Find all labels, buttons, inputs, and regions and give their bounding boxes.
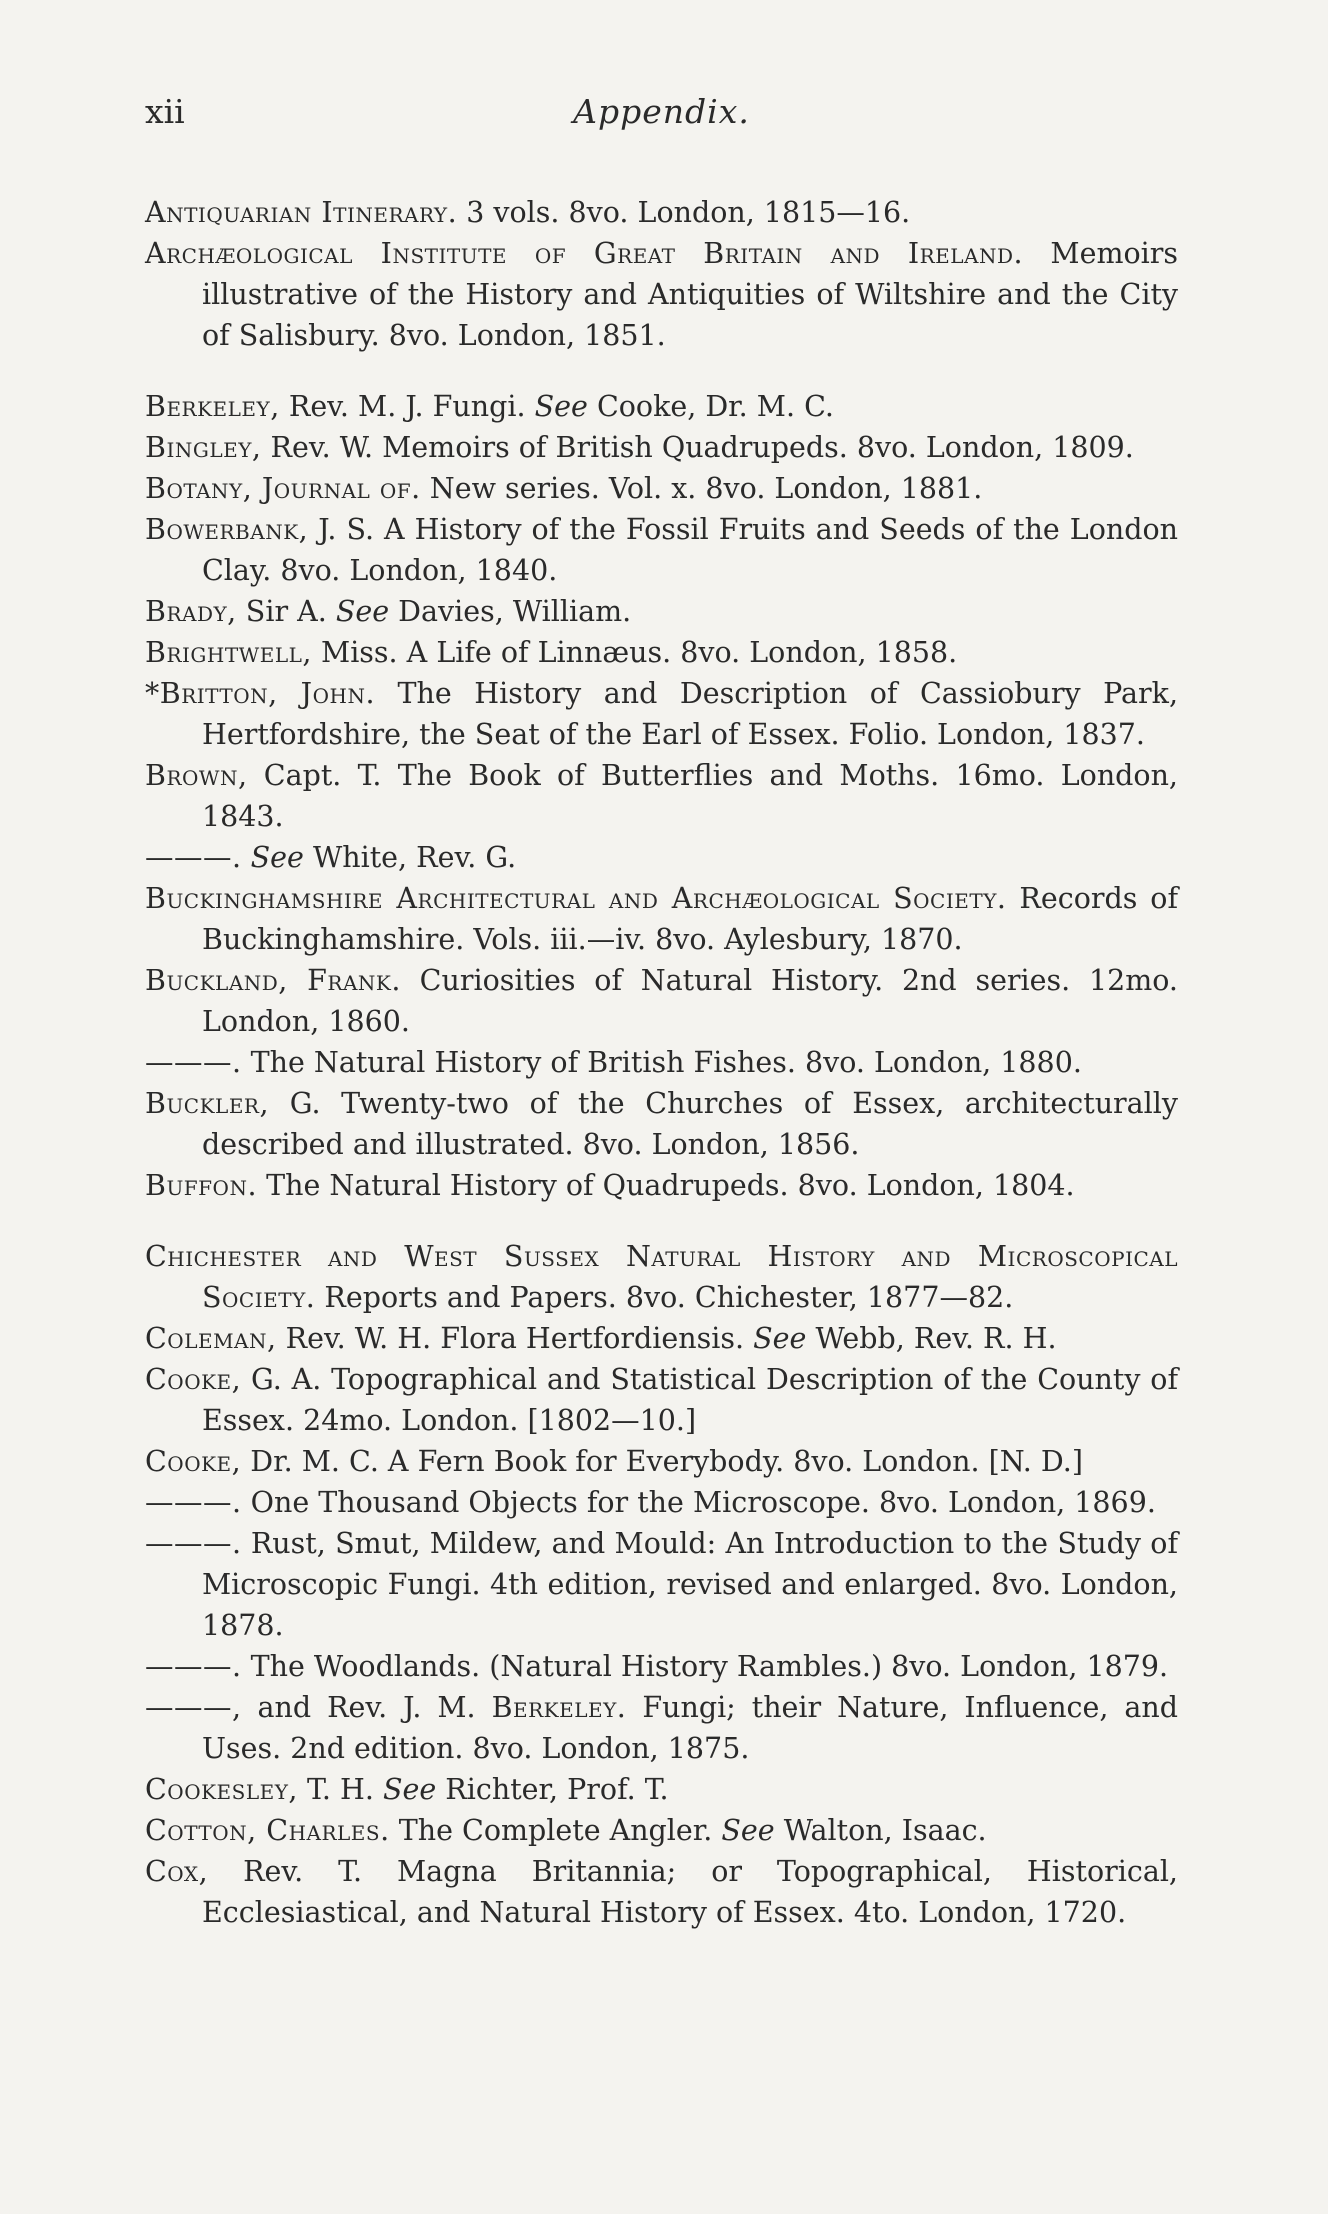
entry-text: Rust, Smut, Mildew, and Mould: An Introduction to the Study of Microscopic Fungi. 4th edition, revised and enlarged. 8vo. London, 1878. <box>202 1527 1178 1642</box>
entry-text-continued: Fungi; their Nature, Influence, and Uses. 2nd edition. 8vo. London, 1875. <box>202 1691 1178 1765</box>
entry-text: G. Twenty-two of the Churches of Essex, architecturally described and illustrated. 8vo. London, 1856. <box>202 1087 1178 1161</box>
entry-author: Chichester and West Sussex Natural History and Microscopical Society. <box>145 1240 1178 1314</box>
entry-text: Miss. A Life of Linnæus. 8vo. London, 1858. <box>311 636 958 669</box>
bibliography-entry <box>145 673 1178 755</box>
bibliography-entry <box>145 192 1178 233</box>
entry-text: Rev. M. J. Fungi. <box>279 390 535 423</box>
entry-author: ———, <box>145 1691 242 1724</box>
bibliography-entry <box>145 1236 1178 1318</box>
entry-text: The Woodlands. (Natural History Rambles.) 8vo. London, 1879. <box>241 1650 1169 1683</box>
bibliography-entry <box>145 1687 1178 1769</box>
entry-author: Brightwell, <box>145 636 312 669</box>
bibliography-entry <box>145 1441 1178 1482</box>
bibliography-entry <box>145 1318 1178 1359</box>
entry-author: Bowerbank, <box>145 513 309 546</box>
bibliography-entry <box>145 233 1178 356</box>
entry-text: Rev. W. Memoirs of British Quadrupeds. 8vo. London, 1809. <box>261 431 1134 464</box>
entry-text: One Thousand Objects for the Microscope. 8vo. London, 1869. <box>241 1486 1156 1519</box>
entry-text-continued: Cooke, Dr. M. C. <box>587 390 834 423</box>
entry-text-continued: Davies, William. <box>389 595 632 628</box>
entry-text: J. S. A History of the Fossil Fruits and Seeds of the London Clay. 8vo. London, 1840. <box>202 513 1178 587</box>
bibliography-entry <box>145 1083 1178 1165</box>
entry-author: Coleman, <box>145 1322 277 1355</box>
bibliography-entry <box>145 755 1178 837</box>
entry-coauthor: Berkeley. <box>491 1691 627 1724</box>
entry-author: ———. <box>145 1486 242 1519</box>
section-gap <box>145 356 1178 386</box>
entry-text <box>242 841 251 874</box>
entry-text-continued: Walton, Isaac. <box>774 1814 987 1847</box>
bibliography-entry <box>145 427 1178 468</box>
entry-see: See <box>721 1814 775 1847</box>
bibliography-entry <box>145 960 1178 1042</box>
entry-author: Buckinghamshire Architectural and Archæological Society. <box>145 882 1007 915</box>
page-number: xii <box>145 92 185 131</box>
entry-text: G. A. Topographical and Statistical Description of the County of Essex. 24mo. London. [1802—10.] <box>202 1363 1178 1437</box>
running-title: Appendix. <box>573 92 750 131</box>
entry-author: Bingley, <box>145 431 262 464</box>
entry-text: Dr. M. C. A Fern Book for Everybody. 8vo. London. [N. D.] <box>241 1445 1083 1478</box>
bibliography-entry <box>145 837 1178 878</box>
entry-text: The Complete Angler. <box>389 1814 722 1847</box>
entry-author: Brady, <box>145 595 237 628</box>
entry-text-continued: Webb, Rev. R. H. <box>806 1322 1057 1355</box>
entry-text: Rev. W. H. Flora Hertfordiensis. <box>276 1322 754 1355</box>
entry-text: New series. Vol. x. 8vo. London, 1881. <box>420 472 983 505</box>
bibliography-entry <box>145 1165 1178 1206</box>
entry-author: Cox, <box>145 1855 209 1888</box>
entry-author: Brown, <box>145 759 248 792</box>
bibliography-entry <box>145 1523 1178 1646</box>
entry-see: See <box>335 595 390 628</box>
entry-author: *Britton, John. <box>145 677 376 710</box>
entry-author: ———. <box>145 1046 242 1079</box>
bibliography-entry <box>145 591 1178 632</box>
entry-text: and Rev. J. M. <box>241 1691 492 1724</box>
entry-author: ———. <box>145 1527 242 1560</box>
bibliography-entry <box>145 1810 1178 1851</box>
entry-see: See <box>250 841 304 874</box>
bibliography-entry <box>145 1769 1178 1810</box>
bibliography-entry <box>145 468 1178 509</box>
bibliography-entry <box>145 632 1178 673</box>
entry-author: Cooke, <box>145 1363 242 1396</box>
entry-author: Botany, Journal of. <box>145 472 421 505</box>
bibliography-entry <box>145 386 1178 427</box>
section-gap <box>145 1206 1178 1236</box>
entry-text: The History and Description of Cassiobury Park, Hertfordshire, the Seat of the Earl of Essex. Folio. London, 1837. <box>202 677 1178 751</box>
entry-author: Buffon. <box>145 1169 258 1202</box>
entry-author: ———. <box>145 1650 242 1683</box>
entry-see: See <box>534 390 588 423</box>
entry-author: ———. <box>145 841 242 874</box>
entry-text: Curiosities of Natural History. 2nd series. 12mo. London, 1860. <box>202 964 1178 1038</box>
entry-text: Sir A. <box>236 595 336 628</box>
entry-text-continued: White, Rev. G. <box>303 841 517 874</box>
entry-text: Reports and Papers. 8vo. Chichester, 1877—82. <box>315 1281 1014 1314</box>
bibliography-entry <box>145 1359 1178 1441</box>
entry-text: Records of Buckinghamshire. Vols. iii.—iv. 8vo. Aylesbury, 1870. <box>202 882 1179 956</box>
bibliography-entry <box>145 509 1178 591</box>
entry-author: Buckland, Frank. <box>145 964 401 997</box>
entry-text: Rev. T. Magna Britannia; or Topographical, Historical, Ecclesiastical, and Natural History of Essex. 4to. London, 1720. <box>202 1855 1178 1929</box>
entry-text: Memoirs illustrative of the History and Antiquities of Wiltshire and the City of Salisbury. 8vo. London, 1851. <box>202 237 1179 352</box>
bibliography-entry <box>145 1646 1178 1687</box>
entry-text: The Natural History of British Fishes. 8vo. London, 1880. <box>241 1046 1082 1079</box>
entry-text: T. H. <box>298 1773 383 1806</box>
bibliography-list <box>145 192 1178 1933</box>
bibliography-entry <box>145 1851 1178 1933</box>
bibliography-entry <box>145 1482 1178 1523</box>
page-header <box>145 92 1178 152</box>
entry-text: The Natural History of Quadrupeds. 8vo. London, 1804. <box>257 1169 1075 1202</box>
bibliography-entry <box>145 878 1178 960</box>
entry-see: See <box>753 1322 807 1355</box>
entry-author: Antiquarian Itinerary. <box>145 196 458 229</box>
entry-text: 3 vols. 8vo. London, 1815—16. <box>457 196 911 229</box>
entry-text: Capt. T. The Book of Butterflies and Moths. 16mo. London, 1843. <box>202 759 1178 833</box>
entry-author: Cookesley, <box>145 1773 298 1806</box>
entry-author: Berkeley, <box>145 390 280 423</box>
entry-text-continued: Richter, Prof. T. <box>436 1773 669 1806</box>
entry-author: Buckler, <box>145 1087 270 1120</box>
entry-see: See <box>382 1773 437 1806</box>
entry-author: Archæological Institute of Great Britain and Ireland. <box>145 237 1024 270</box>
entry-author: Cotton, Charles. <box>145 1814 390 1847</box>
entry-author: Cooke, <box>145 1445 242 1478</box>
bibliography-entry <box>145 1042 1178 1083</box>
